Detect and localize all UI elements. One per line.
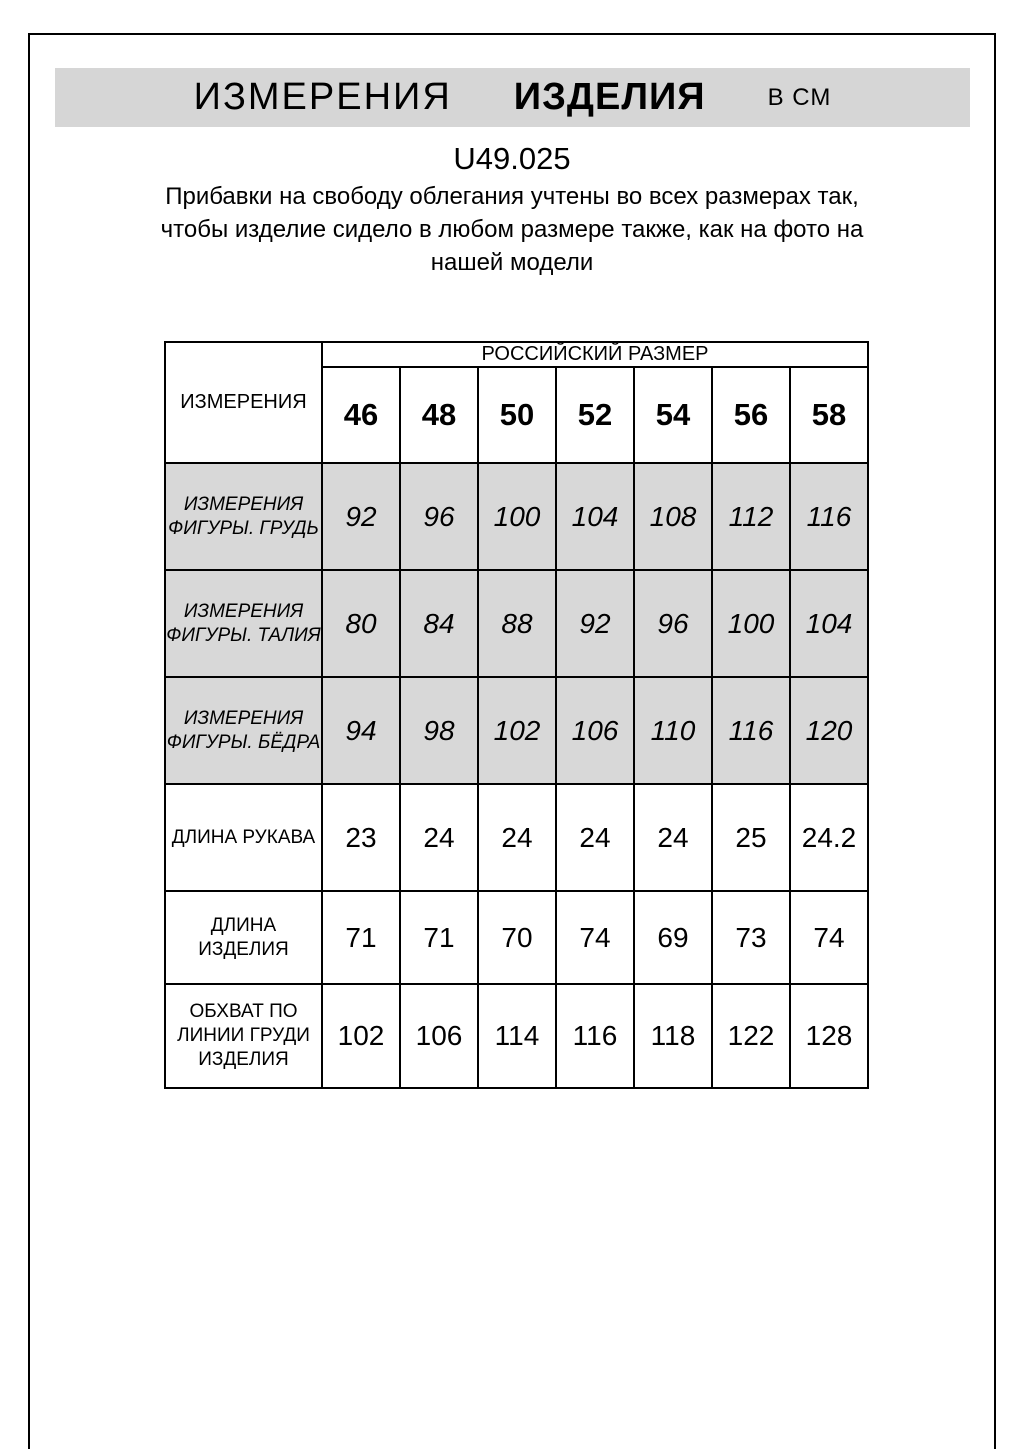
size-column-header: 50 xyxy=(478,367,556,463)
value-cell: 24 xyxy=(556,784,634,891)
value-cell: 25 xyxy=(712,784,790,891)
size-column-header: 56 xyxy=(712,367,790,463)
value-cell: 71 xyxy=(400,891,478,984)
value-cell: 70 xyxy=(478,891,556,984)
group-header-russian-size: РОССИЙСКИЙ РАЗМЕР xyxy=(322,342,868,367)
size-column-header: 54 xyxy=(634,367,712,463)
group-header-row xyxy=(165,342,868,367)
table-row xyxy=(165,984,868,1088)
value-cell: 96 xyxy=(634,570,712,677)
value-cell: 74 xyxy=(790,891,868,984)
table-row xyxy=(165,677,868,784)
description-line: Прибавки на свободу облегания учтены во всех размерах так, xyxy=(165,183,859,210)
row-label: ДЛИНА РУКАВА xyxy=(165,784,322,891)
value-cell: 128 xyxy=(790,984,868,1088)
value-cell: 23 xyxy=(322,784,400,891)
header-unit-cm: В СМ xyxy=(767,83,832,111)
value-cell: 94 xyxy=(322,677,400,784)
value-cell: 116 xyxy=(556,984,634,1088)
value-cell: 24 xyxy=(400,784,478,891)
description-paragraph xyxy=(0,180,1024,279)
value-cell: 106 xyxy=(556,677,634,784)
header-title-product: ИЗДЕЛИЯ xyxy=(513,76,706,118)
row-label: ОБХВАТ ПО ЛИНИИ ГРУДИ ИЗДЕЛИЯ xyxy=(165,984,322,1088)
description-line: чтобы изделие сидело в любом размере также, как на фото на xyxy=(160,216,864,243)
value-cell: 69 xyxy=(634,891,712,984)
value-cell: 116 xyxy=(712,677,790,784)
table-row xyxy=(165,891,868,984)
value-cell: 96 xyxy=(400,463,478,570)
value-cell: 84 xyxy=(400,570,478,677)
corner-header: ИЗМЕРЕНИЯ xyxy=(165,342,322,463)
value-cell: 122 xyxy=(712,984,790,1088)
value-cell: 114 xyxy=(478,984,556,1088)
value-cell: 24.2 xyxy=(790,784,868,891)
value-cell: 110 xyxy=(634,677,712,784)
row-label: ИЗМЕРЕНИЯ ФИГУРЫ. ГРУДЬ xyxy=(165,463,322,570)
value-cell: 100 xyxy=(712,570,790,677)
value-cell: 102 xyxy=(478,677,556,784)
value-cell: 92 xyxy=(322,463,400,570)
size-table xyxy=(164,341,869,1089)
value-cell: 108 xyxy=(634,463,712,570)
value-cell: 112 xyxy=(712,463,790,570)
value-cell: 74 xyxy=(556,891,634,984)
value-cell: 80 xyxy=(322,570,400,677)
table-row xyxy=(165,784,868,891)
product-code: U49.025 xyxy=(453,141,571,176)
value-cell: 104 xyxy=(556,463,634,570)
value-cell: 92 xyxy=(556,570,634,677)
value-cell: 24 xyxy=(634,784,712,891)
size-column-header: 58 xyxy=(790,367,868,463)
value-cell: 73 xyxy=(712,891,790,984)
size-table-body xyxy=(165,463,868,1088)
size-column-header: 46 xyxy=(322,367,400,463)
value-cell: 106 xyxy=(400,984,478,1088)
value-cell: 120 xyxy=(790,677,868,784)
table-row xyxy=(165,463,868,570)
value-cell: 98 xyxy=(400,677,478,784)
row-label: ДЛИНА ИЗДЕЛИЯ xyxy=(165,891,322,984)
header-title-measurements: ИЗМЕРЕНИЯ xyxy=(193,76,452,118)
table-row xyxy=(165,570,868,677)
description-line: нашей модели xyxy=(430,249,594,276)
value-cell: 71 xyxy=(322,891,400,984)
size-column-header: 52 xyxy=(556,367,634,463)
value-cell: 100 xyxy=(478,463,556,570)
value-cell: 118 xyxy=(634,984,712,1088)
value-cell: 88 xyxy=(478,570,556,677)
value-cell: 102 xyxy=(322,984,400,1088)
value-cell: 104 xyxy=(790,570,868,677)
row-label: ИЗМЕРЕНИЯ ФИГУРЫ. БЁДРА xyxy=(165,677,322,784)
value-cell: 116 xyxy=(790,463,868,570)
value-cell: 24 xyxy=(478,784,556,891)
row-label: ИЗМЕРЕНИЯ ФИГУРЫ. ТАЛИЯ xyxy=(165,570,322,677)
header-bar xyxy=(55,68,970,127)
size-column-header: 48 xyxy=(400,367,478,463)
